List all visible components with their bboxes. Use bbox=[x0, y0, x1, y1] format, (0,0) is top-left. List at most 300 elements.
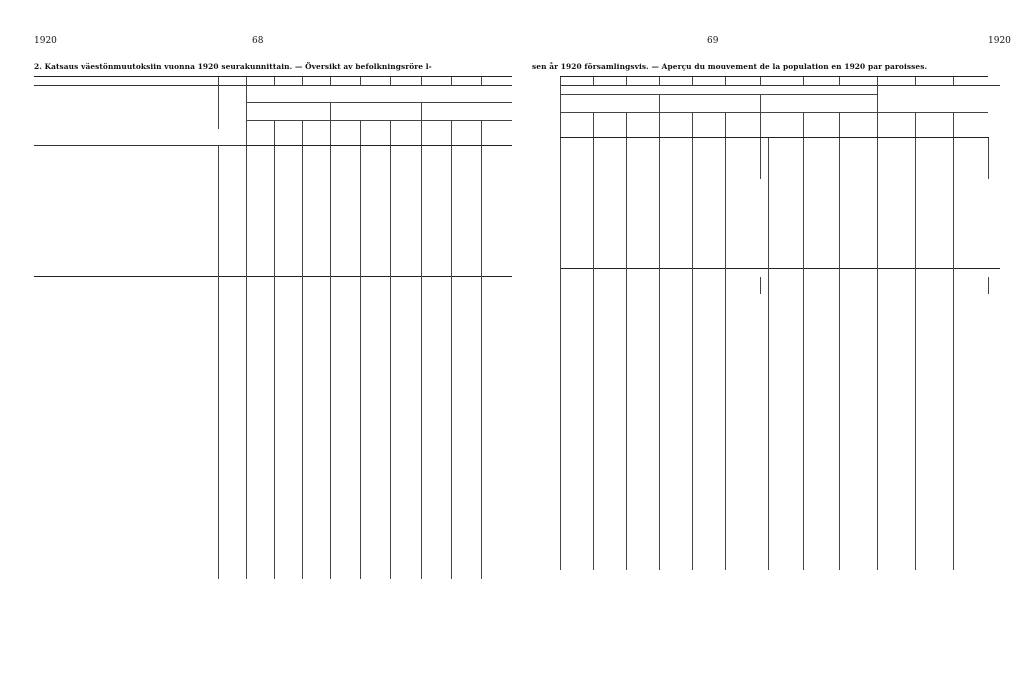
value-cell bbox=[877, 179, 915, 187]
header-sub3-11 bbox=[953, 129, 988, 138]
parish-name bbox=[44, 456, 218, 464]
empty-cell bbox=[482, 179, 512, 187]
empty-cell bbox=[877, 146, 915, 154]
value-cell bbox=[659, 391, 692, 399]
value-cell bbox=[561, 505, 594, 513]
value-cell bbox=[303, 367, 331, 375]
empty-cell bbox=[593, 277, 626, 285]
value-cell bbox=[331, 359, 361, 367]
value-cell bbox=[915, 334, 953, 342]
value-cell bbox=[953, 489, 988, 497]
value-cell bbox=[303, 244, 331, 252]
col-number-16 bbox=[692, 77, 725, 86]
empty-cell bbox=[421, 171, 451, 179]
value-cell bbox=[953, 522, 988, 530]
value-cell bbox=[219, 277, 247, 286]
value-cell bbox=[915, 448, 953, 456]
table-row bbox=[34, 359, 512, 367]
value-cell bbox=[877, 260, 915, 269]
table-row bbox=[34, 505, 512, 513]
header-sub3-8 bbox=[482, 137, 512, 146]
value-cell bbox=[626, 195, 659, 203]
value-cell bbox=[877, 489, 915, 497]
value-cell bbox=[331, 228, 361, 236]
value-cell bbox=[659, 318, 692, 326]
value-cell bbox=[725, 236, 760, 244]
table-row bbox=[561, 513, 1001, 521]
value-cell bbox=[626, 505, 659, 513]
table-row bbox=[561, 424, 1001, 432]
value-cell bbox=[839, 375, 877, 383]
value-cell bbox=[839, 554, 877, 562]
header-sub3-9 bbox=[877, 129, 915, 138]
header-net bbox=[877, 86, 1000, 112]
row-number bbox=[34, 211, 44, 219]
table-row bbox=[34, 203, 512, 211]
header-inflyttade bbox=[561, 95, 660, 104]
header-sub-0 bbox=[247, 120, 275, 129]
value-cell bbox=[725, 505, 760, 513]
value-cell bbox=[692, 359, 725, 367]
value-cell bbox=[915, 391, 953, 399]
value-cell bbox=[361, 432, 391, 440]
table-row bbox=[561, 399, 1001, 407]
value-cell bbox=[219, 424, 247, 432]
value-cell bbox=[593, 294, 626, 302]
empty-cell bbox=[839, 162, 877, 170]
empty-cell bbox=[361, 286, 391, 294]
value-cell bbox=[725, 367, 760, 375]
value-cell bbox=[626, 399, 659, 407]
value-cell bbox=[247, 399, 275, 407]
value-cell bbox=[877, 473, 915, 481]
value-cell bbox=[877, 432, 915, 440]
value-cell bbox=[659, 359, 692, 367]
value-cell bbox=[303, 456, 331, 464]
value-cell bbox=[915, 424, 953, 432]
empty-cell bbox=[593, 154, 626, 162]
empty-cell bbox=[561, 171, 594, 179]
section-label bbox=[44, 179, 218, 187]
value-cell bbox=[219, 465, 247, 473]
header-sub3 bbox=[561, 129, 1001, 138]
value-cell bbox=[626, 179, 659, 187]
value-cell bbox=[247, 351, 275, 359]
value-cell bbox=[421, 530, 451, 538]
value-cell bbox=[247, 219, 275, 227]
value-cell bbox=[626, 326, 659, 334]
row-number bbox=[988, 383, 1000, 391]
table-row bbox=[561, 432, 1001, 440]
value-cell bbox=[804, 359, 839, 367]
value-cell bbox=[804, 367, 839, 375]
value-cell bbox=[482, 505, 512, 513]
page-title-left: 2. Katsaus väestönmuutoksiin vuonna 1920 seurakunnittain. — Översikt av befolkningsröre l- bbox=[34, 62, 432, 71]
empty-cell bbox=[331, 286, 361, 294]
value-cell bbox=[692, 383, 725, 391]
value-cell bbox=[761, 310, 769, 318]
value-cell bbox=[451, 268, 481, 277]
value-cell bbox=[561, 219, 594, 227]
value-cell bbox=[915, 505, 953, 513]
value-cell bbox=[659, 260, 692, 269]
row-number bbox=[34, 416, 44, 424]
value-cell bbox=[804, 399, 839, 407]
value-cell bbox=[561, 334, 594, 342]
value-cell bbox=[725, 546, 760, 554]
value-cell bbox=[659, 465, 692, 473]
value-cell bbox=[482, 195, 512, 203]
empty-cell bbox=[626, 137, 659, 146]
value-cell bbox=[593, 252, 626, 260]
parish-name bbox=[44, 219, 218, 227]
value-cell bbox=[247, 236, 275, 244]
value-cell bbox=[219, 505, 247, 513]
value-cell bbox=[247, 473, 275, 481]
empty-cell bbox=[361, 154, 391, 162]
value-cell bbox=[659, 546, 692, 554]
value-cell bbox=[361, 448, 391, 456]
value-cell bbox=[659, 424, 692, 432]
table-row bbox=[561, 554, 1001, 562]
value-cell bbox=[626, 228, 659, 236]
value-cell bbox=[561, 375, 594, 383]
value-cell bbox=[692, 260, 725, 269]
value-cell bbox=[659, 440, 692, 448]
value-cell bbox=[915, 187, 953, 195]
header-sub3-4 bbox=[692, 129, 725, 138]
value-cell bbox=[915, 562, 953, 570]
value-cell bbox=[275, 211, 303, 219]
value-cell bbox=[331, 334, 361, 342]
table-row bbox=[34, 302, 512, 310]
empty-cell bbox=[247, 162, 275, 170]
empty-cell bbox=[451, 146, 481, 155]
header-sub-5 bbox=[725, 112, 760, 121]
value-cell bbox=[839, 187, 877, 195]
value-cell bbox=[725, 195, 760, 203]
value-cell bbox=[421, 440, 451, 448]
value-cell bbox=[275, 244, 303, 252]
value-cell bbox=[451, 260, 481, 268]
table-row bbox=[34, 473, 512, 481]
value-cell bbox=[247, 277, 275, 286]
row-number bbox=[988, 440, 1000, 448]
value-cell bbox=[659, 383, 692, 391]
row-number bbox=[34, 260, 44, 268]
value-cell bbox=[953, 203, 988, 211]
value-cell bbox=[626, 203, 659, 211]
row-number bbox=[34, 399, 44, 407]
value-cell bbox=[421, 416, 451, 424]
value-cell bbox=[421, 302, 451, 310]
value-cell bbox=[391, 408, 421, 416]
value-cell bbox=[768, 211, 803, 219]
value-cell bbox=[915, 432, 953, 440]
value-cell bbox=[451, 244, 481, 252]
empty-cell bbox=[219, 286, 247, 294]
row-number bbox=[988, 260, 1000, 269]
value-cell bbox=[768, 351, 803, 359]
value-cell bbox=[877, 326, 915, 334]
value-cell bbox=[303, 219, 331, 227]
empty-cell bbox=[877, 277, 915, 285]
value-cell bbox=[361, 408, 391, 416]
row-number bbox=[34, 570, 44, 578]
value-cell bbox=[219, 522, 247, 530]
value-cell bbox=[768, 456, 803, 464]
value-cell bbox=[421, 326, 451, 334]
value-cell bbox=[761, 440, 769, 448]
value-cell bbox=[331, 195, 361, 203]
table-row bbox=[34, 228, 512, 236]
value-cell bbox=[915, 473, 953, 481]
row-number bbox=[34, 294, 44, 302]
value-cell bbox=[761, 416, 769, 424]
parish-name bbox=[44, 236, 218, 244]
value-cell bbox=[482, 211, 512, 219]
value-cell bbox=[626, 481, 659, 489]
value-cell bbox=[561, 497, 594, 505]
value-cell bbox=[915, 252, 953, 260]
value-cell bbox=[361, 391, 391, 399]
section-heading bbox=[34, 154, 512, 162]
value-cell bbox=[451, 195, 481, 203]
empty-cell bbox=[421, 294, 451, 302]
value-cell bbox=[761, 562, 769, 570]
value-cell bbox=[451, 326, 481, 334]
value-cell bbox=[391, 260, 421, 268]
value-cell bbox=[626, 211, 659, 219]
value-cell bbox=[361, 343, 391, 351]
row-number bbox=[34, 546, 44, 554]
empty-cell bbox=[421, 179, 451, 187]
value-cell bbox=[482, 570, 512, 578]
row-number bbox=[34, 286, 44, 294]
empty-cell bbox=[839, 171, 877, 179]
value-cell bbox=[761, 252, 769, 260]
value-cell bbox=[391, 252, 421, 260]
value-cell bbox=[953, 408, 988, 416]
value-cell bbox=[593, 432, 626, 440]
value-cell bbox=[451, 203, 481, 211]
empty-cell bbox=[839, 286, 877, 294]
value-cell bbox=[953, 260, 988, 269]
value-cell bbox=[482, 351, 512, 359]
value-cell bbox=[303, 351, 331, 359]
empty-cell bbox=[988, 171, 1000, 179]
value-cell bbox=[839, 310, 877, 318]
empty-cell bbox=[451, 162, 481, 170]
value-cell bbox=[561, 416, 594, 424]
table-row bbox=[561, 489, 1001, 497]
value-cell bbox=[275, 448, 303, 456]
value-cell bbox=[761, 211, 769, 219]
value-cell bbox=[361, 424, 391, 432]
value-cell bbox=[915, 408, 953, 416]
value-cell bbox=[451, 228, 481, 236]
value-cell bbox=[331, 465, 361, 473]
value-cell bbox=[593, 187, 626, 195]
value-cell bbox=[331, 432, 361, 440]
value-cell bbox=[331, 440, 361, 448]
value-cell bbox=[877, 383, 915, 391]
parish-name bbox=[44, 351, 218, 359]
empty-cell bbox=[626, 154, 659, 162]
empty-cell bbox=[768, 154, 803, 162]
empty-cell bbox=[877, 171, 915, 179]
value-cell bbox=[331, 343, 361, 351]
spacer-row bbox=[561, 171, 1001, 179]
value-cell bbox=[219, 448, 247, 456]
row-number bbox=[34, 489, 44, 497]
row-number bbox=[34, 513, 44, 521]
empty-cell bbox=[659, 162, 692, 170]
table-row bbox=[561, 367, 1001, 375]
table-row bbox=[561, 562, 1001, 570]
value-cell bbox=[761, 318, 769, 326]
table-row bbox=[561, 505, 1001, 513]
value-cell bbox=[768, 187, 803, 195]
col-number-3 bbox=[247, 77, 275, 86]
value-cell bbox=[275, 359, 303, 367]
value-cell bbox=[219, 432, 247, 440]
value-cell bbox=[247, 334, 275, 342]
empty-cell bbox=[219, 294, 247, 302]
value-cell bbox=[247, 326, 275, 334]
value-cell bbox=[361, 244, 391, 252]
value-cell bbox=[877, 334, 915, 342]
value-cell bbox=[804, 326, 839, 334]
empty-cell bbox=[761, 154, 769, 162]
value-cell bbox=[725, 562, 760, 570]
value-cell bbox=[692, 391, 725, 399]
empty-cell bbox=[692, 277, 725, 285]
value-cell bbox=[839, 359, 877, 367]
parish-name bbox=[44, 481, 218, 489]
value-cell bbox=[953, 546, 988, 554]
value-cell bbox=[391, 343, 421, 351]
value-cell bbox=[391, 391, 421, 399]
value-cell bbox=[482, 522, 512, 530]
value-cell bbox=[451, 211, 481, 219]
value-cell bbox=[482, 302, 512, 310]
value-cell bbox=[482, 244, 512, 252]
header-sub2-7 bbox=[451, 129, 481, 137]
value-cell bbox=[219, 391, 247, 399]
row-number bbox=[988, 481, 1000, 489]
value-cell bbox=[725, 343, 760, 351]
table-row bbox=[34, 375, 512, 383]
row-number bbox=[988, 424, 1000, 432]
value-cell bbox=[761, 473, 769, 481]
value-cell bbox=[421, 465, 451, 473]
row-number bbox=[988, 465, 1000, 473]
empty-cell bbox=[988, 154, 1000, 162]
value-cell bbox=[247, 244, 275, 252]
value-cell bbox=[768, 489, 803, 497]
empty-cell bbox=[761, 146, 769, 154]
empty-cell bbox=[361, 171, 391, 179]
value-cell bbox=[451, 219, 481, 227]
value-cell bbox=[725, 416, 760, 424]
empty-cell bbox=[988, 162, 1000, 170]
right-page bbox=[532, 0, 1024, 699]
value-cell bbox=[839, 252, 877, 260]
value-cell bbox=[725, 489, 760, 497]
value-cell bbox=[761, 391, 769, 399]
header-sub-1 bbox=[593, 112, 626, 121]
table-row bbox=[34, 351, 512, 359]
value-cell bbox=[219, 187, 247, 195]
value-cell bbox=[692, 187, 725, 195]
row-number bbox=[34, 432, 44, 440]
table-row bbox=[34, 391, 512, 399]
value-cell bbox=[482, 513, 512, 521]
table-row bbox=[34, 530, 512, 538]
col-number-10 bbox=[451, 77, 481, 86]
parish-name bbox=[44, 195, 218, 203]
value-cell bbox=[561, 473, 594, 481]
value-cell bbox=[451, 481, 481, 489]
parish-name bbox=[44, 448, 218, 456]
value-cell bbox=[561, 359, 594, 367]
value-cell bbox=[915, 260, 953, 269]
value-cell bbox=[275, 195, 303, 203]
parish-name bbox=[44, 522, 218, 530]
value-cell bbox=[219, 554, 247, 562]
parish-name bbox=[44, 228, 218, 236]
header-excess-fr bbox=[421, 112, 512, 121]
value-cell bbox=[391, 219, 421, 227]
value-cell bbox=[953, 244, 988, 252]
value-cell bbox=[331, 505, 361, 513]
value-cell bbox=[692, 219, 725, 227]
value-cell bbox=[331, 522, 361, 530]
value-cell bbox=[626, 219, 659, 227]
value-cell bbox=[626, 244, 659, 252]
empty-cell bbox=[391, 171, 421, 179]
empty-cell bbox=[692, 137, 725, 146]
value-cell bbox=[761, 465, 769, 473]
value-cell bbox=[692, 244, 725, 252]
value-cell bbox=[275, 481, 303, 489]
value-cell bbox=[421, 505, 451, 513]
empty-cell bbox=[482, 162, 512, 170]
empty-cell bbox=[692, 171, 725, 179]
value-cell bbox=[331, 513, 361, 521]
value-cell bbox=[626, 522, 659, 530]
value-cell bbox=[804, 260, 839, 269]
value-cell bbox=[219, 211, 247, 219]
row-number bbox=[988, 334, 1000, 342]
empty-cell bbox=[247, 146, 275, 155]
table-row bbox=[561, 375, 1001, 383]
value-cell bbox=[275, 465, 303, 473]
header-entrees bbox=[561, 103, 660, 112]
value-cell bbox=[219, 399, 247, 407]
header-sub-6 bbox=[761, 112, 804, 121]
value-cell bbox=[839, 236, 877, 244]
value-cell bbox=[626, 538, 659, 546]
value-cell bbox=[626, 383, 659, 391]
year-right: 1920 bbox=[988, 36, 1011, 46]
value-cell bbox=[839, 408, 877, 416]
value-cell bbox=[391, 473, 421, 481]
value-cell bbox=[761, 530, 769, 538]
value-cell bbox=[219, 244, 247, 252]
value-cell bbox=[303, 481, 331, 489]
